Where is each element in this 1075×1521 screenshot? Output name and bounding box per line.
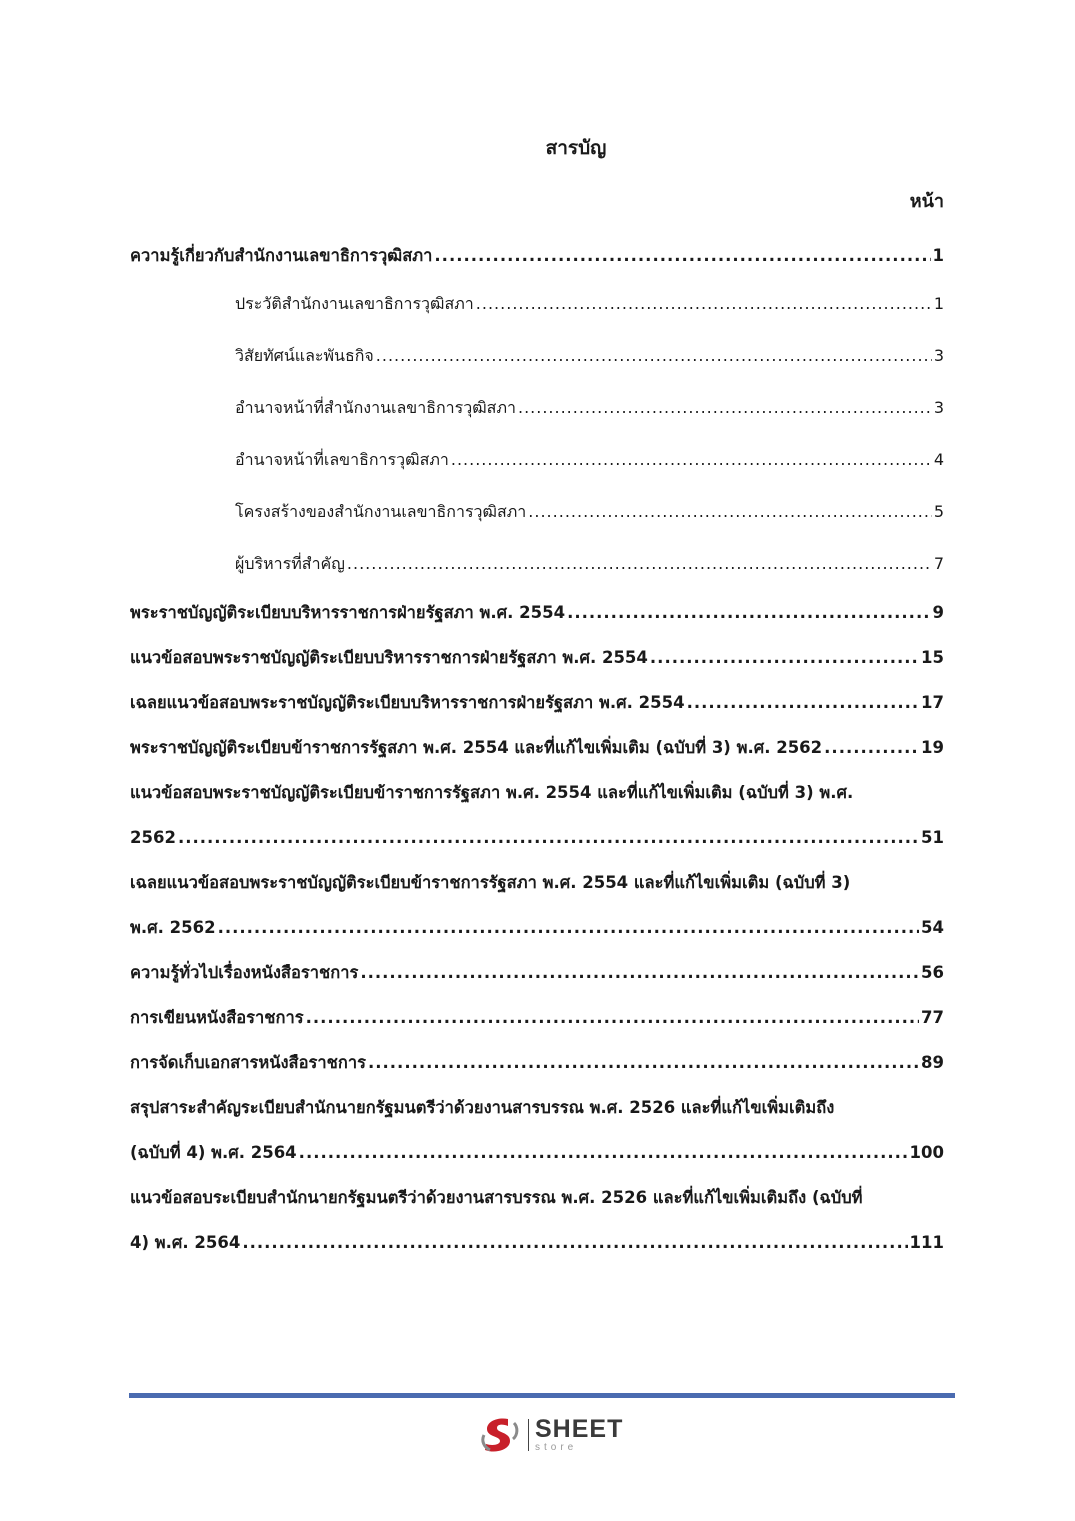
toc-line bbox=[235, 551, 944, 577]
toc-entry-title: วิสัยทัศน์และพันธกิจ bbox=[235, 346, 374, 365]
toc-entry-title: พระราชบัญญัติระเบียบบริหารราชการฝ่ายรัฐสภา พ.ศ. 2554 bbox=[130, 603, 566, 622]
page-column-label: หน้า bbox=[909, 191, 944, 212]
toc-line bbox=[130, 680, 944, 725]
toc-entry-title: อำนาจหน้าที่เลขาธิการวุฒิสภา bbox=[235, 450, 449, 469]
toc-entry-title: การจัดเก็บเอกสารหนังสือราชการ bbox=[130, 1053, 366, 1072]
toc-entry bbox=[130, 590, 944, 635]
toc-entry bbox=[130, 1085, 944, 1175]
toc-leader-dots bbox=[476, 291, 932, 317]
toc-page-number: 56 bbox=[921, 963, 944, 982]
toc-entry bbox=[130, 233, 944, 278]
toc-entry-title-line1: แนวข้อสอบระเบียบสำนักนายกรัฐมนตรีว่าด้วยงานสารบรรณ พ.ศ. 2526 และที่แก้ไขเพิ่มเติมถึง (ฉบับที่ bbox=[130, 1188, 863, 1207]
toc-entry-title: 2562 bbox=[130, 828, 176, 847]
toc-line bbox=[130, 1040, 944, 1085]
toc-leader-dots bbox=[368, 1040, 919, 1085]
toc-leader-dots bbox=[360, 950, 919, 995]
toc-line bbox=[130, 1220, 944, 1265]
toc-entry bbox=[130, 995, 944, 1040]
toc-line bbox=[235, 291, 944, 317]
toc-leader-dots bbox=[567, 590, 930, 635]
toc-page-number: 51 bbox=[921, 828, 944, 847]
toc-line bbox=[235, 395, 944, 421]
toc-leader-dots bbox=[306, 995, 919, 1040]
toc-leader-dots bbox=[451, 447, 932, 473]
toc-leader-dots bbox=[824, 725, 919, 770]
logo-word: SHEET bbox=[535, 1415, 624, 1443]
toc-page-number: 111 bbox=[909, 1233, 944, 1252]
toc-line bbox=[130, 815, 944, 860]
toc-entry-title: (ฉบับที่ 4) พ.ศ. 2564 bbox=[130, 1143, 297, 1162]
toc-entry bbox=[130, 725, 944, 770]
toc-entry bbox=[130, 1040, 944, 1085]
toc-entry bbox=[130, 330, 944, 382]
toc-line bbox=[130, 995, 944, 1040]
toc-entry-title: ประวัติสำนักงานเลขาธิการวุฒิสภา bbox=[235, 294, 474, 313]
toc-line bbox=[235, 499, 944, 525]
toc-leader-dots bbox=[347, 551, 932, 577]
table-of-contents bbox=[130, 233, 944, 1265]
toc-entry-title-line1: เฉลยแนวข้อสอบพระราชบัญญัติระเบียบข้าราชการรัฐสภา พ.ศ. 2554 และที่แก้ไขเพิ่มเติม (ฉบับที่ 3) bbox=[130, 873, 851, 892]
toc-line bbox=[235, 343, 944, 369]
logo-text bbox=[535, 1417, 623, 1453]
toc-page-number: 7 bbox=[933, 554, 944, 573]
logo-sub: store bbox=[535, 1442, 578, 1453]
toc-line bbox=[130, 905, 944, 950]
toc-leader-dots bbox=[178, 815, 919, 860]
toc-entry bbox=[130, 860, 944, 950]
toc-entry bbox=[130, 278, 944, 330]
toc-leader-dots bbox=[218, 905, 919, 950]
toc-page-number: 89 bbox=[921, 1053, 944, 1072]
toc-entry bbox=[130, 382, 944, 434]
toc-page-number: 1 bbox=[933, 294, 944, 313]
toc-page-number: 3 bbox=[933, 346, 944, 365]
toc-entry bbox=[130, 486, 944, 538]
toc-line bbox=[130, 590, 944, 635]
toc-leader-dots bbox=[299, 1130, 908, 1175]
toc-entry-title: การเขียนหนังสือราชการ bbox=[130, 1008, 304, 1027]
toc-entry-title: ผู้บริหารที่สำคัญ bbox=[235, 554, 345, 573]
toc-entry-title-line1: แนวข้อสอบพระราชบัญญัติระเบียบข้าราชการรัฐสภา พ.ศ. 2554 และที่แก้ไขเพิ่มเติม (ฉบับที่ 3) พ.ศ. bbox=[130, 783, 854, 802]
toc-entry bbox=[130, 770, 944, 860]
toc-page-number: 17 bbox=[921, 693, 944, 712]
toc-leader-dots bbox=[242, 1220, 907, 1265]
toc-leader-dots bbox=[518, 395, 932, 421]
toc-leader-dots bbox=[650, 635, 919, 680]
toc-page-number: 15 bbox=[921, 648, 944, 667]
toc-entry-title: อำนาจหน้าที่สำนักงานเลขาธิการวุฒิสภา bbox=[235, 398, 516, 417]
toc-page-number: 54 bbox=[921, 918, 944, 937]
sheet-store-logo-icon bbox=[478, 1413, 522, 1457]
toc-entry bbox=[130, 1175, 944, 1265]
toc-line bbox=[130, 1130, 944, 1175]
toc-line bbox=[130, 635, 944, 680]
toc-entry bbox=[130, 950, 944, 995]
toc-entry bbox=[130, 635, 944, 680]
toc-page-number: 77 bbox=[921, 1008, 944, 1027]
toc-page-number: 5 bbox=[933, 502, 944, 521]
toc-entry-title: แนวข้อสอบพระราชบัญญัติระเบียบบริหารราชการฝ่ายรัฐสภา พ.ศ. 2554 bbox=[130, 648, 648, 667]
toc-page-number: 1 bbox=[932, 246, 944, 265]
toc-page-number: 4 bbox=[933, 450, 944, 469]
toc-leader-dots bbox=[528, 499, 932, 525]
toc-title: สารบัญ bbox=[545, 137, 607, 159]
toc-page-number: 9 bbox=[932, 603, 944, 622]
toc-entry-title-line1: สรุปสาระสำคัญระเบียบสำนักนายกรัฐมนตรีว่าด้วยงานสารบรรณ พ.ศ. 2526 และที่แก้ไขเพิ่มเติมถึง bbox=[130, 1098, 835, 1117]
footer-rule bbox=[129, 1393, 955, 1398]
toc-leader-dots bbox=[376, 343, 932, 369]
toc-entry-title: โครงสร้างของสำนักงานเลขาธิการวุฒิสภา bbox=[235, 502, 527, 521]
toc-page-number: 19 bbox=[921, 738, 944, 757]
toc-line bbox=[130, 950, 944, 995]
toc-entry-title: พ.ศ. 2562 bbox=[130, 918, 216, 937]
toc-leader-dots bbox=[687, 680, 919, 725]
toc-leader-dots bbox=[434, 233, 930, 278]
toc-entry-title: 4) พ.ศ. 2564 bbox=[130, 1233, 241, 1252]
toc-entry-title: พระราชบัญญัติระเบียบข้าราชการรัฐสภา พ.ศ. 2554 และที่แก้ไขเพิ่มเติม (ฉบับที่ 3) พ.ศ. 2562 bbox=[130, 738, 823, 757]
sheet-store-logo bbox=[478, 1413, 623, 1457]
toc-line bbox=[130, 233, 944, 278]
toc-line bbox=[235, 447, 944, 473]
toc-entry-title: ความรู้ทั่วไปเรื่องหนังสือราชการ bbox=[130, 963, 359, 982]
toc-page-number: 100 bbox=[909, 1143, 944, 1162]
toc-line bbox=[130, 725, 944, 770]
toc-entry bbox=[130, 680, 944, 725]
toc-entry-title: เฉลยแนวข้อสอบพระราชบัญญัติระเบียบบริหารราชการฝ่ายรัฐสภา พ.ศ. 2554 bbox=[130, 693, 685, 712]
toc-entry bbox=[130, 434, 944, 486]
toc-page-number: 3 bbox=[933, 398, 944, 417]
toc-entry bbox=[130, 538, 944, 590]
logo-divider bbox=[528, 1419, 529, 1451]
toc-entry-title: ความรู้เกี่ยวกับสำนักงานเลขาธิการวุฒิสภา bbox=[130, 246, 433, 265]
